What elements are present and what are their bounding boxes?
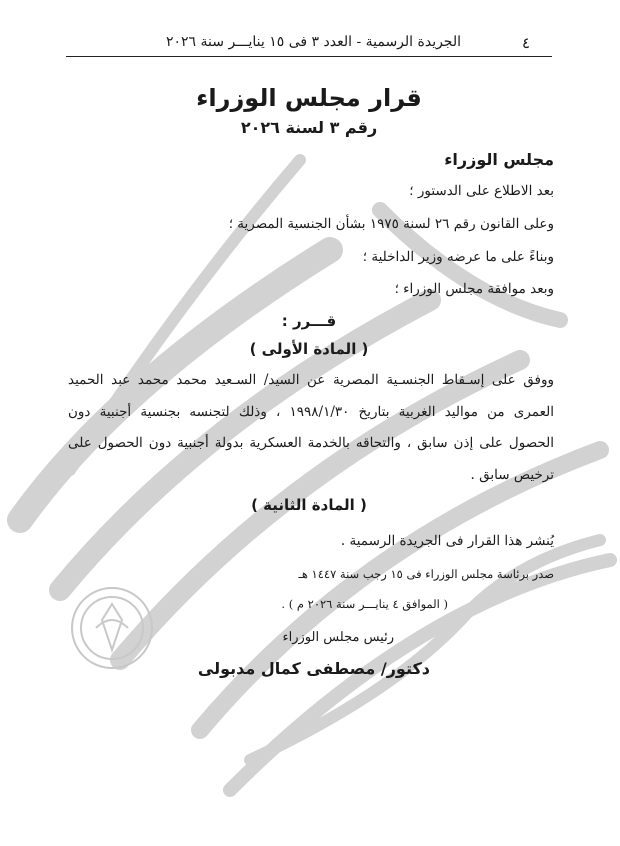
- issue-date-hijri: صدر برئاسة مجلس الوزراء فى ١٥ رجب سنة ١٤٤٧ هـ: [298, 567, 554, 581]
- page-number: ٤: [521, 34, 530, 52]
- article-1-line: الحصول على إذن سابق ، والتحاقه بالخدمة العسكرية بدولة أجنبية دون الحصول على: [68, 435, 554, 451]
- signatory-title: رئيس مجلس الوزراء: [282, 630, 394, 645]
- article-2-text: يُنشر هذا القرار فى الجريدة الرسمية .: [340, 533, 554, 549]
- article-1-line: ترخيص سابق .: [470, 467, 554, 483]
- watermark-stroke: [197, 450, 600, 730]
- seal-emblem: [72, 588, 152, 668]
- article-1-line: ووفق على إسـقاط الجنسـية المصرية عن السيد/ السـعيد محمد محمد عبد الحميد: [68, 372, 554, 388]
- decree-title: قرار مجلس الوزراء: [196, 84, 422, 112]
- article-2-heading: ( المادة الثانية ): [251, 496, 367, 514]
- running-title: الجريدة الرسمية - العدد ٣ فى ١٥ ينايـــر سنة ٢٠٢٦: [166, 34, 462, 50]
- decided-label: قـــرر :: [281, 312, 337, 330]
- preamble-line: وبعد موافقة مجلس الوزراء ؛: [394, 281, 554, 297]
- article-1-line: العمرى من مواليد الغربية بتاريخ ١٩٩٨/١/٣٠ ، وذلك لتجنسه بجنسية أجنبية دون: [68, 404, 554, 420]
- article-1-heading: ( المادة الأولى ): [249, 340, 369, 358]
- signatory-name: دكتور/ مصطفى كمال مدبولى: [197, 659, 430, 678]
- issuer-heading: مجلس الوزراء: [444, 150, 554, 169]
- preamble-line: وبناءً على ما عرضه وزير الداخلية ؛: [362, 249, 554, 265]
- issue-date-gregorian: ( الموافق ٤ ينايـــر سنة ٢٠٢٦ م ) .: [281, 597, 448, 611]
- running-header: [66, 30, 552, 57]
- decree-number: رقم ٣ لسنة ٢٠٢٦: [240, 118, 378, 137]
- preamble-line: بعد الاطلاع على الدستور ؛: [409, 183, 554, 199]
- preamble-line: وعلى القانون رقم ٢٦ لسنة ١٩٧٥ بشأن الجنسية المصرية ؛: [228, 216, 554, 232]
